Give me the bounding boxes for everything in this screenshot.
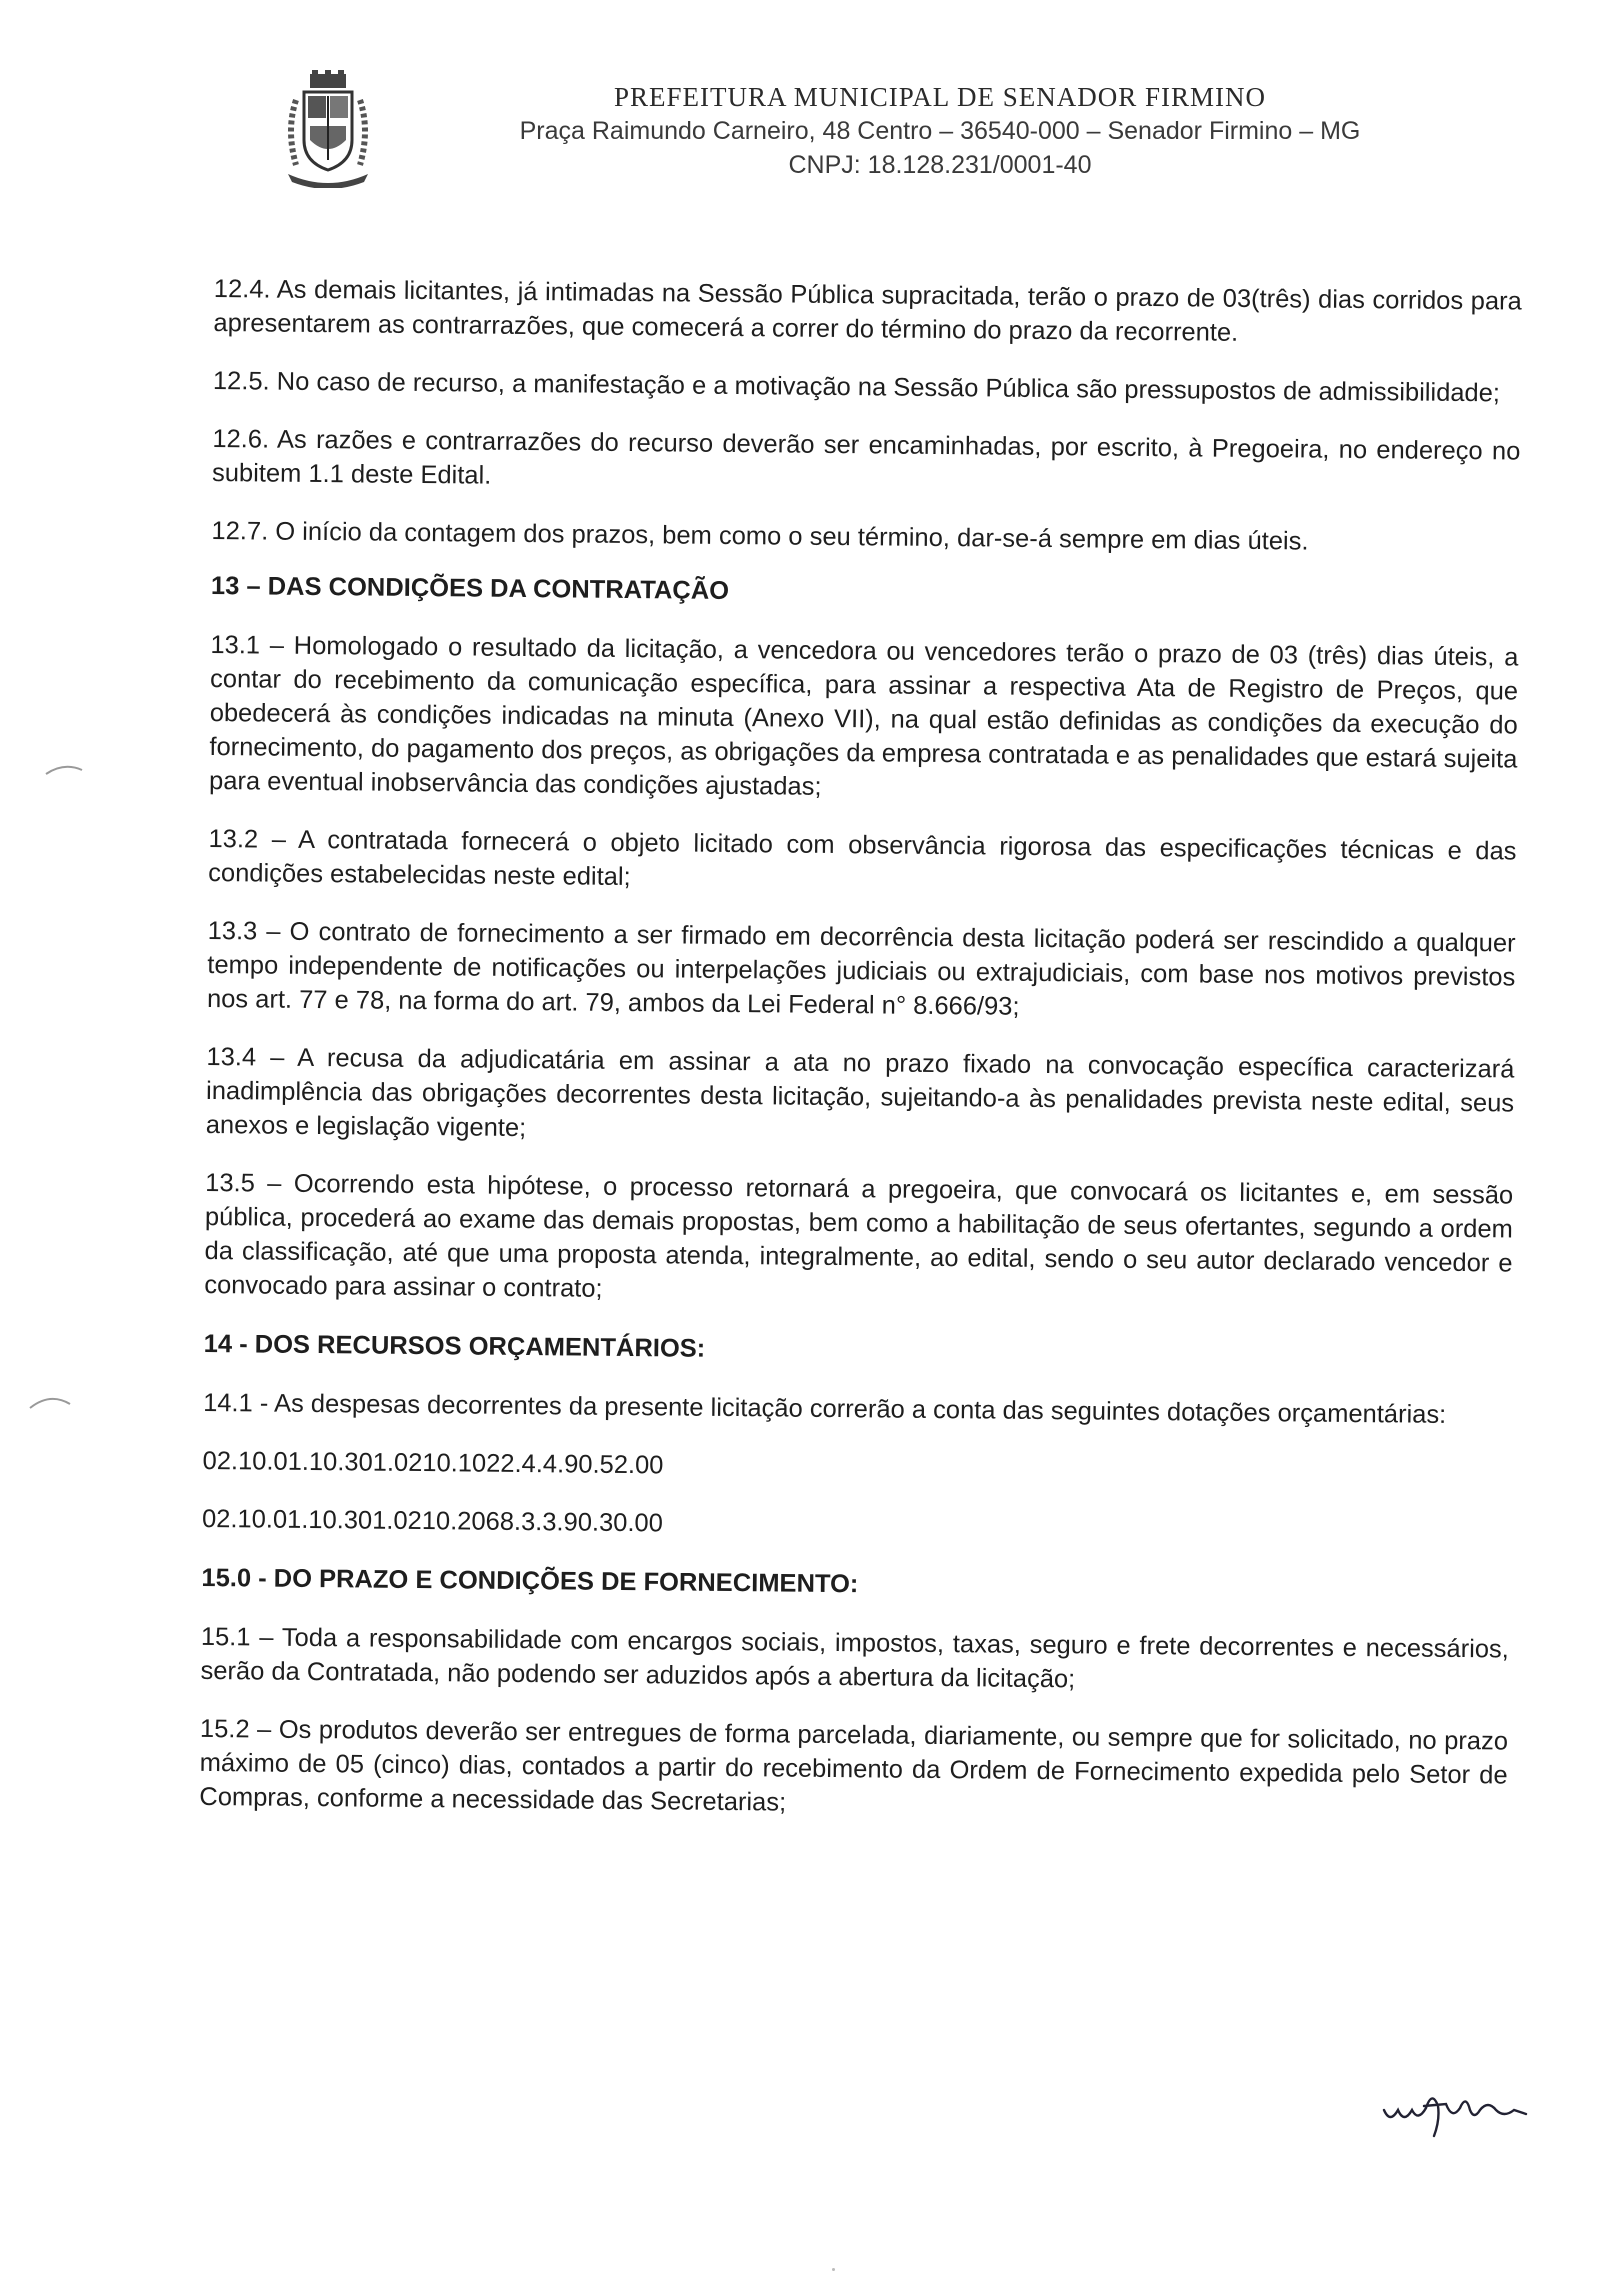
scan-margin-mark (44, 760, 84, 780)
section-15-heading: 15.0 - DO PRAZO E CONDIÇÕES DE FORNECIMENTO: (201, 1563, 859, 1599)
section-13-heading: 13 – DAS CONDIÇÕES DA CONTRATAÇÃO (210, 571, 730, 605)
budget-line-1: 02.10.01.10.301.0210.1022.4.4.90.52.00 (202, 1446, 664, 1480)
clause-13-5: 13.5 – Ocorrendo esta hipótese, o processo retornará a pregoeira, que convocará os licitantes e, em sessão pública, procederá ao exame das demais propostas, bem como a habilitação de seus ofertantes, segundo a ordem da classificação, até que uma proposta atenda, integralmente, ao edital, sendo o seu autor declarado vencedor e convocado para assinar o contrato; (204, 1168, 1514, 1303)
clause-12-5: 12.5. No caso de recurso, a manifestação e a motivação na Sessão Pública são pressupostos de admissibilidade; (212, 366, 1501, 408)
municipal-coat-of-arms-icon (282, 70, 374, 188)
handwritten-signature (1380, 2080, 1530, 2140)
section-14-heading: 14 - DOS RECURSOS ORÇAMENTÁRIOS: (203, 1329, 706, 1363)
clause-12-4: 12.4. As demais licitantes, já intimadas na Sessão Pública supracitada, terão o prazo de 03(três) dias corridos para apresentarem as contrarrazões, que comecerá a correr do término do prazo da recorrente. (213, 274, 1522, 347)
clause-13-2: 13.2 – A contratada fornecerá o objeto licitado com observância rigorosa das especificações técnicas e das condições estabelecidas neste edital; (208, 824, 1517, 892)
clause-13-3: 13.3 – O contrato de fornecimento a ser firmado em decorrência desta licitação poderá ser rescindido a qualquer tempo independente de notificações ou interpelações judiciais ou extrajudiciais, com base nos motivos previstos nos art. 77 e 78, na forma do art. 79, ambos da Lei Federal n° 8.666/93; (206, 916, 1516, 1021)
municipality-title: PREFEITURA MUNICIPAL DE SENADOR FIRMINO (613, 82, 1267, 112)
clause-13-1: 13.1 – Homologado o resultado da licitação, a vencedora ou vencedores terão o prazo de 03 (três) dias úteis, a contar do recebimento da comunicação específica, para assinar a respectiva Ata de Registro de Preços, que obedecerá às condições indicadas na minuta (Anexo VII), na qual estão definidas as condições da execução do fornecimento, do pagamento dos preços, as obrigações da empresa contratada e as penalidades que estará sujeita para eventual inobservância das condições ajustadas; (208, 630, 1519, 801)
clause-15-1: 15.1 – Toda a responsabilidade com encargos sociais, impostos, taxas, seguro e frete decorrentes e necessários, serão da Contratada, não podendo ser aduzidos após a abertura da licitação; (200, 1622, 1509, 1694)
clause-12-7: 12.7. O início da contagem dos prazos, bem como o seu término, dar-se-á sempre em dias úteis. (211, 516, 1309, 556)
clause-13-4: 13.4 – A recusa da adjudicatária em assinar a ata no prazo fixado na convocação específica caracterizará inadimplência das obrigações decorrentes desta licitação, sujeitando-a às penalidades prevista neste edital, seus anexos e legislação vigente; (205, 1042, 1515, 1143)
clause-15-2: 15.2 – Os produtos deverão ser entregues de forma parcelada, diariamente, ou sempre que for solicitado, no prazo máximo de 05 (cinco) dias, contados a partir do recebimento da Ordem de Fornecimento expedida pelo Setor de Compras, conforme a necessidade das Secretarias; (199, 1714, 1509, 1817)
municipality-cnpj: CNPJ: 18.128.231/0001-40 (788, 151, 1092, 179)
letterhead (440, 80, 1440, 182)
budget-line-2: 02.10.01.10.301.0210.2068.3.3.90.30.00 (201, 1504, 663, 1538)
scan-margin-mark (28, 1390, 72, 1414)
clause-14-1: 14.1 - As despesas decorrentes da presente licitação correrão a conta das seguintes dotações orçamentárias: (203, 1388, 1447, 1429)
municipality-address: Praça Raimundo Carneiro, 48 Centro – 36540-000 – Senador Firmino – MG (519, 117, 1361, 145)
clause-12-6: 12.6. As razões e contrarrazões do recurso deverão ser encaminhadas, por escrito, à Pregoeira, no endereço no subitem 1.1 deste Edital. (211, 424, 1521, 490)
scan-speck (832, 2268, 835, 2271)
document-body (199, 272, 1522, 1826)
